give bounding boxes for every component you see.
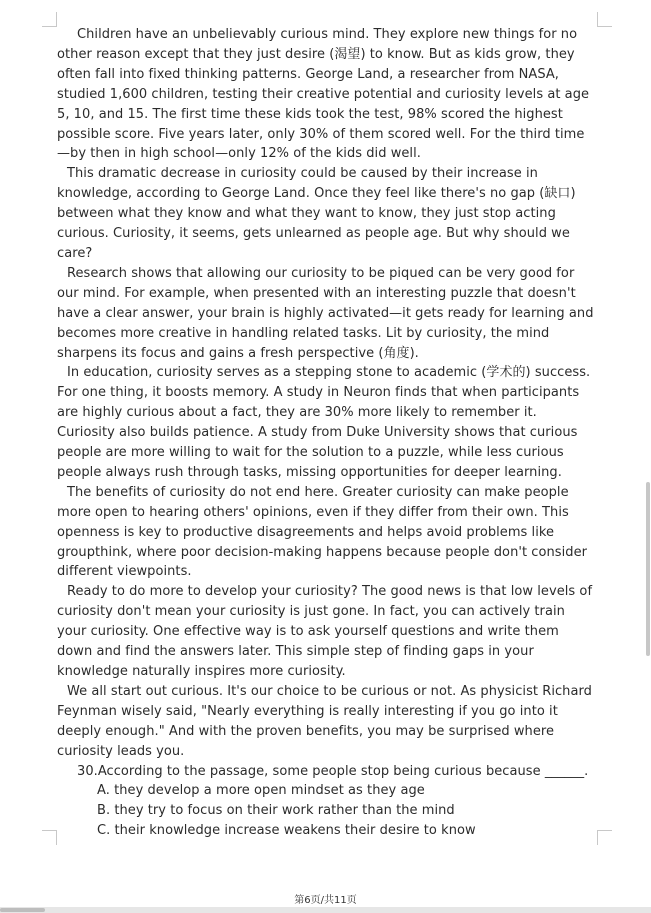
horizontal-scrollbar-thumb[interactable] (0, 908, 45, 912)
passage-paragraph-1: Children have an unbelievably curious mind. They explore new things for no other reason except that they just desire (渴望) to know. But as kids grow, they often fall into fixed thinking patterns. George Land, a researcher from NASA, studied 1,600 children, testing their creative potential and curiosity levels at age 5, 10, and 15. The first time these kids took the test, 98% scored the highest possible score. Five years later, only 30% of them scored well. For the third time—by then in high school—only 12% of the kids did well. (57, 27, 590, 162)
vertical-scrollbar[interactable] (646, 0, 651, 907)
passage-paragraph-3: Research shows that allowing our curiosity to be piqued can be very good for our mind. For example, when presented with an interesting puzzle that doesn't have a clear answer, your brain is highly activated—it gets ready for learning and becomes more creative in handling related tasks. Lit by curiosity, the mind sharpens its focus and gains a fresh perspective (角度). (57, 265, 594, 361)
crop-mark-bottom-right (597, 830, 612, 845)
passage-content (57, 25, 597, 841)
crop-mark-top-left (42, 12, 57, 27)
question-stem: 30.According to the passage, some people stop being curious because ______. (77, 763, 589, 779)
horizontal-scrollbar[interactable] (0, 907, 651, 913)
passage-paragraph-6: Ready to do more to develop your curiosity? The good news is that low levels of curiosity don't mean your curiosity is just gone. In fact, you can actively train your curiosity. One effective way is to ask yourself questions and write them down and find the answers later. This simple step of finding gaps in your knowledge naturally inspires more curiosity. (57, 584, 593, 679)
passage-paragraph-2: This dramatic decrease in curiosity could be caused by their increase in knowledge, according to George Land. Once they feel like there's no gap (缺口) between what they know and what they want to know, they just stop acting curious. Curiosity, it seems, gets unlearned as people age. But why should we care? (57, 166, 576, 261)
passage-paragraph-5: The benefits of curiosity do not end here. Greater curiosity can make people more open to hearing others' opinions, even if they differ from their own. This openness is key to productive disagreements and helps avoid problems like groupthink, where poor decision-making happens because people don't consider different viewpoints. (57, 484, 588, 580)
crop-mark-top-right (597, 12, 612, 27)
question-option-c: C. their knowledge increase weakens their desire to know (97, 823, 476, 839)
crop-mark-bottom-left (42, 830, 57, 845)
passage-paragraph-4: In education, curiosity serves as a stepping stone to academic (学术的) success. For one thing, it boosts memory. A study in Neuron finds that when participants are highly curious about a fact, they are 30% more likely to remember it. Curiosity also builds patience. A study from Duke University shows that curious people are more willing to wait for the solution to a puzzle, while less curious people always rush through tasks, missing opportunities for deeper learning. (57, 365, 591, 480)
question-option-b: B. they try to focus on their work rather than the mind (97, 803, 455, 819)
question-option-a: A. they develop a more open mindset as they age (97, 783, 425, 799)
vertical-scrollbar-thumb[interactable] (646, 482, 650, 656)
page-number-footer: 第6页/共11页 (294, 895, 357, 905)
passage-paragraph-7: We all start out curious. It's our choice to be curious or not. As physicist Richard Feynman wisely said, "Nearly everything is really interesting if you go into it deeply enough." And with the proven benefits, you may be surprised where curiosity leads you. (57, 683, 592, 759)
